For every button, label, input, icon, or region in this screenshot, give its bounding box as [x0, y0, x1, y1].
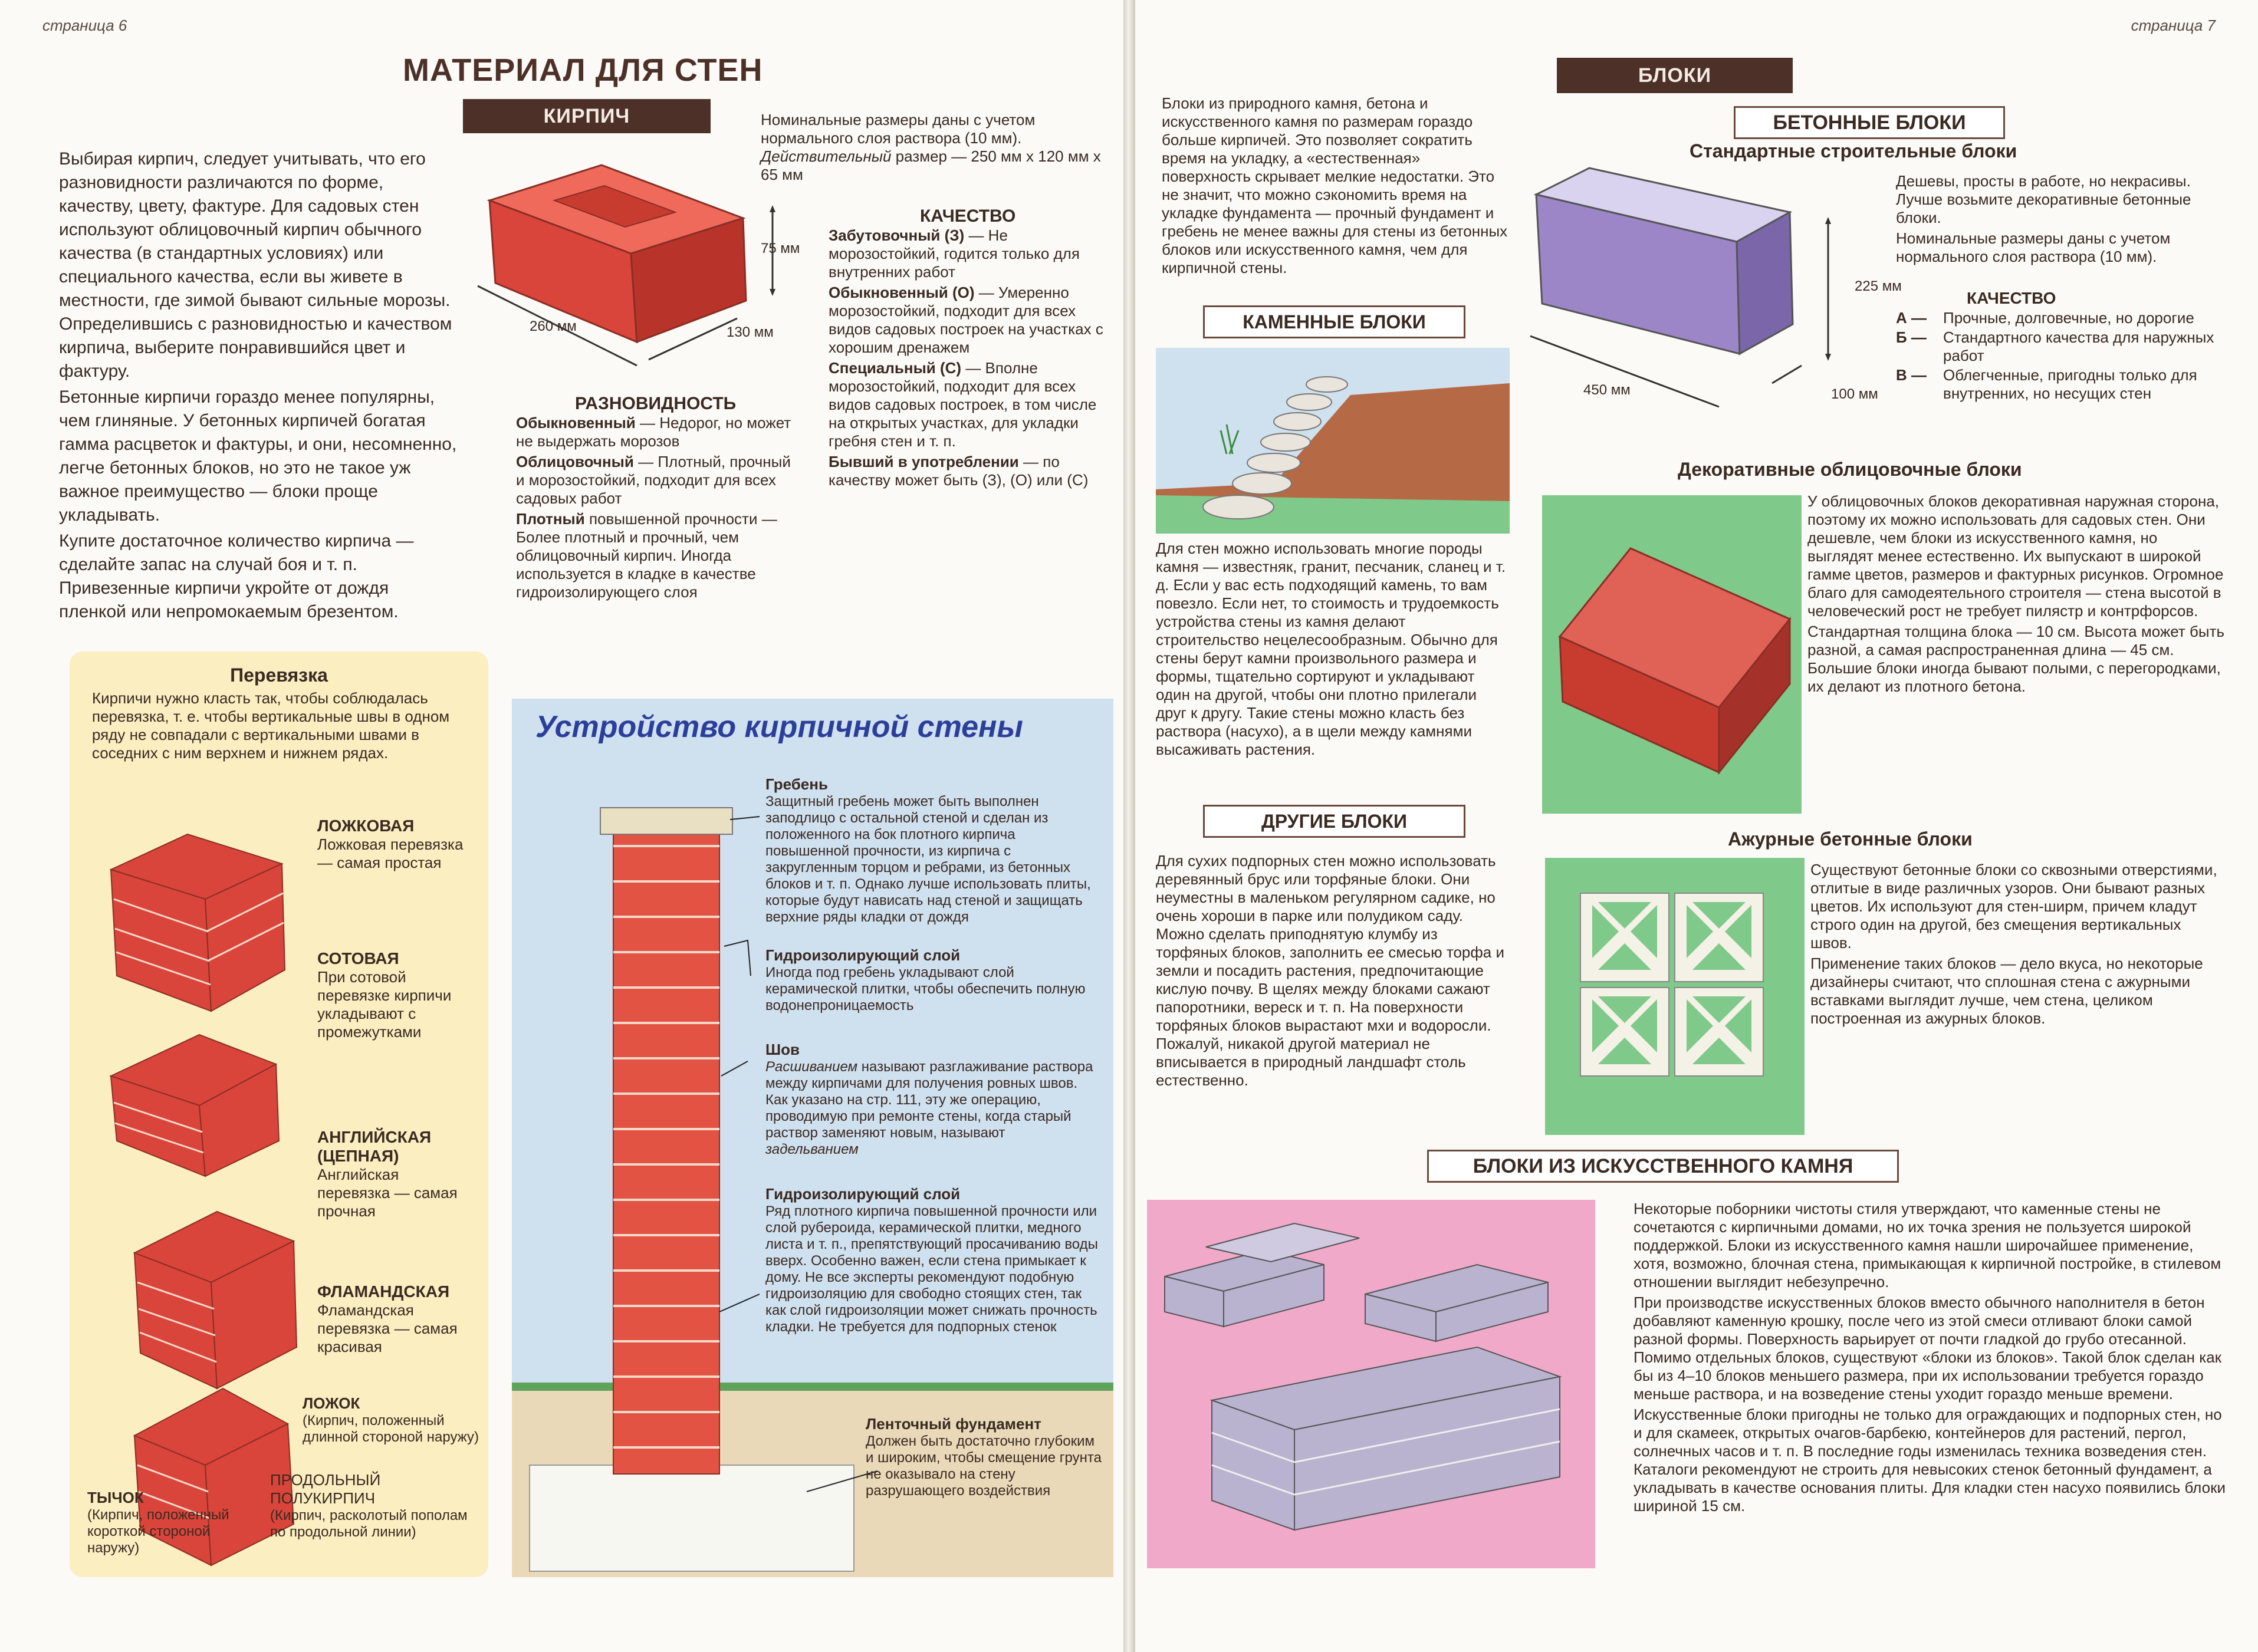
concrete-blocks-tab: БЕТОННЫЕ БЛОКИ	[1734, 106, 2005, 139]
bond-panel	[70, 651, 488, 1577]
concrete-subtitle: Стандартные строительные блоки	[1690, 140, 2017, 162]
page-title: МАТЕРИАЛ ДЛЯ СТЕН	[403, 52, 763, 88]
half-brick-label: ПРОДОЛЬНЫЙ ПОЛУКИРПИЧ (Кирпич, расколотый пополам по продольной линии)	[270, 1471, 468, 1540]
wall-item: Гребень Защитный гребень может быть выполнен заподлицо с остальной стеной и сделан из положенного на бок плотного кирпича повышенной прочности, из кирпича с закругленным торцом и ребрами, из бетонных блоков и т. п. Однако лучше использовать плиты, которые будут нависать над стеной и защищать верхние ряды кладки от дождя	[765, 775, 1091, 925]
concrete-quality-title: КАЧЕСТВО	[1967, 289, 2056, 307]
concrete-length-label: 450 мм	[1583, 382, 1631, 398]
stone-blocks-tab: КАМЕННЫЕ БЛОКИ	[1203, 305, 1465, 338]
left-page-number: страница 6	[42, 17, 127, 34]
stone-blocks-text: Для стен можно использовать многие породы камня — известняк, гранит, песчаник, сланец и т. д. Если у вас есть подходящий камень, то вам повезло. Если нет, то стоимость и трудоемкость устройства стены из камня делают строительство нецелесообразным. Обычно для стены берут камни произвольного размера и формы, тщательно сортируют и укладывают один на другой, чтобы они плотно прилегали друг к другу. Такие стены можно класть без раствора (насухо), а в щели между камнями высаживать растения.	[1156, 539, 1506, 758]
book-gutter	[1123, 0, 1135, 1652]
artificial-text: Некоторые поборники чистоты стиля утверждают, что каменные стены не сочетаются с кирпичными домами, но их точка зрения не пользуется широкой поддержкой. Блоки из искусственного камня нашли широчайшее применение, хотя, возможно, блочная стена, примыкающая к кирпичной постройке, в стилевом отношении выглядит небезупречно. При производстве искусственных блоков вместо обычного наполнителя в бетон добавляют каменную крошку, после чего из этой смеси отливают блоки самой разной формы. Поверхность варьирует от почти гладкой до грубо отесанной. Помимо отдельных блоков, существуют «блоки из блоков». Такой блок сделан как бы из 4–10 блоков меньшего размера, при их использовании требуется гораздо меньше раствора, и на возведение стены уходит гораздо меньше времени. Искусственные блоки пригодны не только для ограждающих и подпорных стен, но и для скамеек, открытых очагов-барбекю, контейнеров для растений, пергол, солнечных часов и т. п. В последние годы изменилась техника возведения стен. Каталоги рекомендуют не строить для невысоких стенок бетонный фундамент, а укладывать в качестве основания плиты. Для кладки стен насухо появились блоки шириной 15 см.	[1633, 1200, 2226, 1515]
concrete-quality-item: А — Прочные, долговечные, но дорогие	[1896, 309, 2194, 327]
brick-intro	[59, 147, 460, 626]
other-blocks-tab: ДРУГИЕ БЛОКИ	[1203, 805, 1465, 838]
quality-item: Специальный (С) — Вполне морозостойкий, подходит для всех видов садовых построек, в том числе на открытых участках, для укладки гребня стен и т. п.	[829, 359, 1097, 450]
wall-item: Гидроизолирующий слой Ряд плотного кирпича повышенной прочности или слой рубероида, керамической плитки, медного листа и т. п., препятствующий просачиванию воды вверх. Особенно важен, если стена примыкает к дому. Не все эксперты рекомендуют подобную гидроизоляцию для свободно стоящих стен, так как слой гидроизоляции может снижать прочность кладки. Не требуется для подпорных стенок	[765, 1185, 1098, 1335]
variety-item: Облицовочный — Плотный, прочный и морозостойкий, подходит для всех садовых работ	[516, 453, 791, 507]
stone-wall-illustration	[1156, 348, 1510, 534]
concrete-quality-item: В — Облегченные, пригодны только для внутренних, но несущих стен	[1896, 366, 2197, 402]
bond-item: ФЛАМАНДСКАЯ Фламандская перевязка — самая красивая	[317, 1282, 458, 1355]
artificial-blocks-tab: БЛОКИ ИЗ ИСКУССТВЕННОГО КАМНЯ	[1427, 1150, 1899, 1183]
variety-item: Обыкновенный — Недорог, но может не выдержать морозов	[516, 414, 791, 450]
wall-item: Ленточный фундамент Должен быть достаточно глубоким и широким, чтобы смещение грунта не оказывало на стену разрушающего воздействия	[866, 1415, 1102, 1499]
brick-width-label: 130 мм	[727, 324, 774, 340]
intro-paragraph: Выбирая кирпич, следует учитывать, что его разновидности различаются по форме, качеству, цвету, фактуре. Для садовых стен используют облицовочный кирпич обычного качества (в стандартных условиях) или специального качества, если вы живете в местности, где зимой бывают сильные морозы. Определившись с разновидностью и качеством кирпича, выберите понравившийся цвет и фактуру.	[59, 149, 452, 381]
blocks-intro: Блоки из природного камня, бетона и искусственного камня по размерам гораздо больше кирпичей. Это позволяет сократить время на укладку, а «естественная» поверхность скрывает мелкие недостатки. Это не значит, что можно сэкономить время на укладке фундамента — прочный фундамент и гребень не менее важны для стены из бетонных блоков или искусственного камня, чем для кирпичной стены.	[1162, 94, 1508, 277]
decor-title: Декоративные облицовочные блоки	[1678, 459, 2022, 480]
lozhok-label: ЛОЖОК (Кирпич, положенный длинной стороной наружу)	[303, 1394, 479, 1445]
quality-title: КАЧЕСТВО	[920, 206, 1016, 226]
bond-intro: Кирпичи нужно класть так, чтобы соблюдалась перевязка, т. е. чтобы вертикальные швы в одном ряду не совпадали с вертикальными швами в соседних с ним верхнем и нижнем рядах.	[92, 689, 450, 762]
quality-item: Бывший в употреблении — по качеству может быть (З), (О) или (С)	[829, 453, 1089, 489]
wall-title: Устройство кирпичной стены	[535, 710, 1023, 744]
intro-paragraph: Купите достаточное количество кирпича — сделайте запас на случай боя и т. п. Привезенные кирпичи укройте от дождя пленкой или непромокаемым брезентом.	[59, 531, 414, 621]
concrete-quality-list	[1896, 309, 2226, 404]
concrete-width-label: 100 мм	[1831, 386, 1878, 402]
varieties-list	[516, 414, 793, 604]
right-page-number: страница 7	[2131, 17, 2216, 34]
concrete-text: Дешевы, просты в работе, но некрасивы. Лучше возьмите декоративные бетонные блоки. Номинальные размеры даны с учетом нормального слоя раствора (10 мм).	[1896, 172, 2191, 265]
concrete-quality-item: Б — Стандартного качества для наружных работ	[1896, 328, 2214, 364]
openwork-block-illustration	[1545, 858, 1805, 1135]
varieties-title: РАЗНОВИДНОСТЬ	[575, 394, 737, 413]
other-blocks-text: Для сухих подпорных стен можно использовать деревянный брус или торфяные блоки. Они неуместны в маленьком регулярном садике, но очень хороши в парке или полудиком саду. Можно сделать приподнятую клумбу из торфяных блоков, заполнить ее смесью торфа и земли и посадить растения, предпочитающие кислую почву. В щелях между блоками сажают папоротники, вереск и т. п. На поверхности торфяных блоков вырастают мхи и водоросли. Пожалуй, никакой другой материал не вписывается в природный ландшафт столь естественно.	[1156, 852, 1504, 1089]
wall-item: Шов Расшиванием называют разглаживание раствора между кирпичами для получения ровных швов. Как указано на стр. 111, эту же операцию, проводимую при ремонте стены, когда старый раствор заменяют новым, называют задельванием	[765, 1041, 1093, 1157]
decor-block-illustration	[1542, 495, 1802, 814]
section-tab-blocks: БЛОКИ	[1557, 58, 1793, 93]
tychok-label: ТЫЧОК (Кирпич, положенный короткой стороной наружу)	[87, 1489, 229, 1556]
variety-item: Плотный повышенной прочности — Более плотный и прочный, чем облицовочный кирпич. Иногда используется в кладке в качестве гидроизолирующего слоя	[516, 510, 777, 601]
concrete-height-label: 225 мм	[1855, 278, 1902, 294]
bond-item: АНГЛИЙСКАЯ (ЦЕПНАЯ) Английская перевязка — самая прочная	[317, 1128, 458, 1220]
artificial-stone-illustration	[1147, 1200, 1595, 1568]
openwork-title: Ажурные бетонные блоки	[1728, 828, 1973, 850]
decor-text: У облицовочных блоков декоративная наружная сторона, поэтому их можно использовать для садовых стен. Они дешевле, чем блоки из искусственного камня, но выглядят менее естественно. Их выпускают в широкой гамме цветов, размеров и фактурных рисунков. Огромное благо для самодеятельного строителя — стена высотой в человеческий рост не требует пилястр и контрфорсов. Стандартная толщина блока — 10 см. Высота может быть разной, а самая распространенная длина — 45 см. Большие блоки иногда бывают полыми, с перегородками, их делают из плотного бетона.	[1807, 492, 2225, 695]
brick-length-label: 260 мм	[530, 318, 577, 334]
wall-item: Гидроизолирующий слой Иногда под гребень укладывают слой керамической плитки, чтобы обеспечить полную водонепроницаемость	[765, 946, 1086, 1013]
bond-title: Перевязка	[230, 664, 328, 686]
quality-item: Обыкновенный (О) — Умеренно морозостойкий, подходит для всех видов садовых построек на участках с хорошим дренажем	[829, 284, 1103, 356]
bond-item: ЛОЖКОВАЯ Ложковая перевязка — самая простая	[317, 817, 464, 871]
section-tab-brick: КИРПИЧ	[463, 99, 711, 133]
brick-height-label: 75 мм	[761, 241, 800, 256]
quality-item: Забутовочный (З) — Не морозостойкий, годится только для внутренних работ	[829, 226, 1080, 281]
quality-list	[829, 226, 1109, 492]
left-page	[0, 0, 1123, 1652]
intro-paragraph: Бетонные кирпичи гораздо менее популярны, чем глиняные. У бетонных кирпичей богатая гамма расцветок и фактуры, и они, несомненно, легче бетонных блоков, но это не такое уж важное преимущество — блоки проще укладывать.	[59, 387, 457, 525]
wall-panel	[512, 699, 1113, 1577]
brick-sizes-note: Номинальные размеры даны с учетом нормального слоя раствора (10 мм). Действительный размер — 250 мм х 120 мм х 65 мм	[761, 111, 1101, 183]
openwork-text: Существуют бетонные блоки со сквозными отверстиями, отлитые в виде различных узоров. Они бывают разных цветов. Их используют для стен-ширм, причем кладут строго один на другой, без смещения вертикальных швов. Применение таких блоков — дело вкуса, но некоторые дизайнеры считают, что сплошная стена с ажурными вставками выглядит лучше, чем стена, целиком построенная из ажурных блоков.	[1810, 861, 2217, 1027]
right-page	[1135, 0, 2258, 1652]
brick-illustration	[466, 153, 802, 377]
bond-item: СОТОВАЯ При сотовой перевязке кирпичи укладывают с промежутками	[317, 949, 452, 1041]
